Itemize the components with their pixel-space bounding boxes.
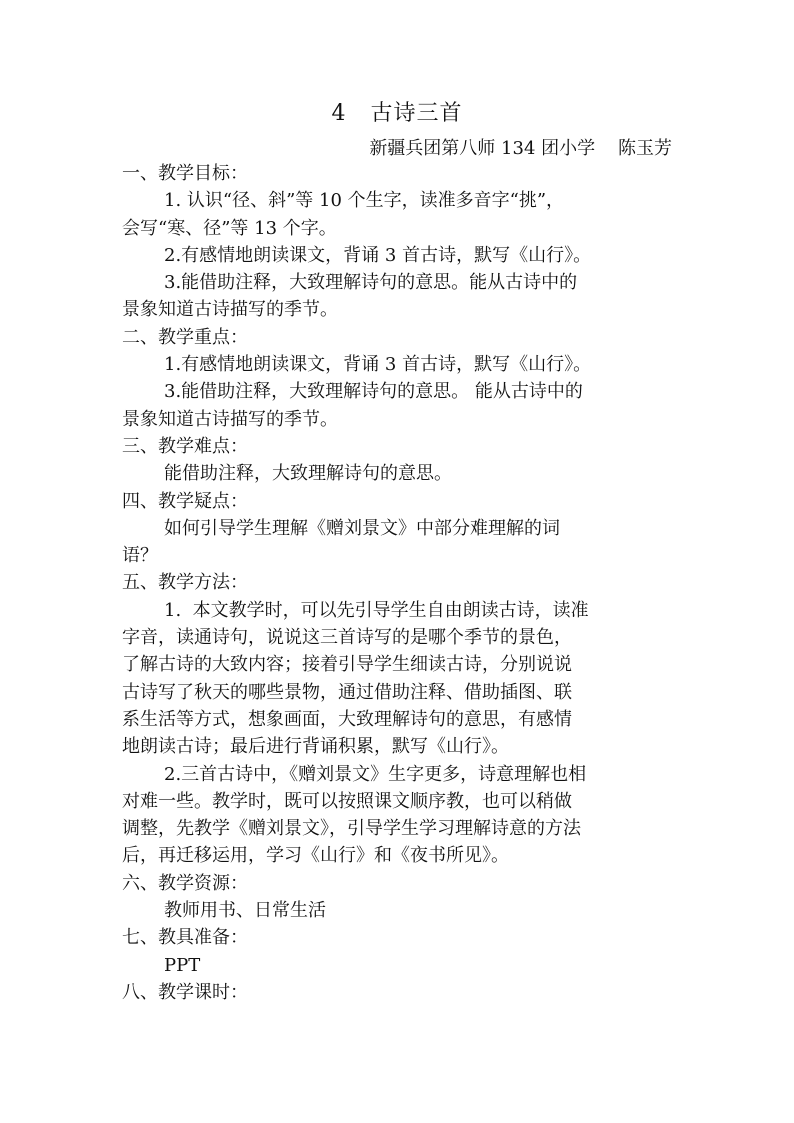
section-heading-difficulties: 三、教学难点： [122,435,248,457]
document-author: 新疆兵团第八师 134 团小学 陈玉芳 [369,138,672,159]
method-item-2-line-2: 对难一些。教学时，既可以按照课文顺序教，也可以稍做 [122,790,572,812]
difficulty-item: 能借助注释，大致理解诗句的意思。 [164,463,452,485]
section-heading-resources: 六、教学资源： [122,872,248,894]
goal-item-3-continued: 景象知道古诗描写的季节。 [122,299,338,321]
method-item-1-line-3: 了解古诗的大致内容；接着引导学生细读古诗，分别说说 [122,654,572,676]
method-item-1-line-2: 字音，读通诗句，说说这三首诗写的是哪个季节的景色， [122,627,572,649]
key-point-item-2-continued: 景象知道古诗描写的季节。 [122,408,338,430]
method-item-2-line-3: 调整，先教学《赠刘景文》，引导学生学习理解诗意的方法 [122,818,581,840]
section-heading-methods: 五、教学方法： [122,572,248,594]
doubt-item: 如何引导学生理解《赠刘景文》中部分难理解的词 [164,517,560,539]
section-heading-key-points: 二、教学重点： [122,326,248,348]
key-point-item-2: 3.能借助注释，大致理解诗句的意思。 能从古诗中的 [164,381,583,403]
goal-item-1: 1. 认识“径、斜”等 10 个生字，读准多音字“挑”， [164,190,565,212]
method-item-1-line-4: 古诗写了秋天的哪些景物，通过借助注释、借助插图、联 [122,681,572,703]
section-heading-teaching-aids: 七、教具准备： [122,927,248,949]
key-point-item-1: 1.有感情地朗读课文，背诵 3 首古诗，默写《山行》。 [164,354,592,376]
method-item-2: 2.三首古诗中，《赠刘景文》生字更多，诗意理解也相 [164,763,587,785]
goal-item-2: 2.有感情地朗读课文，背诵 3 首古诗，默写《山行》。 [164,244,592,266]
method-item-2-line-4: 后，再迁移运用，学习《山行》和《夜书所见》。 [122,845,509,867]
section-heading-doubts: 四、教学疑点： [122,490,248,512]
goal-item-3: 3.能借助注释，大致理解诗句的意思。能从古诗中的 [164,272,578,294]
resource-item: 教师用书、日常生活 [164,900,326,922]
document-title: 4 古诗三首 [331,101,463,126]
teaching-aid-item: PPT [164,954,201,976]
goal-item-1-continued: 会写“寒、径”等 13 个字。 [122,217,337,239]
doubt-item-continued: 语？ [122,545,158,567]
method-item-1: 1. 本文教学时，可以先引导学生自由朗读古诗，读准 [164,599,589,621]
method-item-1-line-6: 地朗读古诗；最后进行背诵积累，默写《山行》。 [122,736,509,758]
document-body [122,160,670,1006]
method-item-1-line-5: 系生活等方式，想象画面，大致理解诗句的意思，有感情 [122,708,572,730]
section-heading-goals: 一、教学目标： [122,163,248,184]
section-heading-class-hours: 八、教学课时： [122,981,248,1003]
